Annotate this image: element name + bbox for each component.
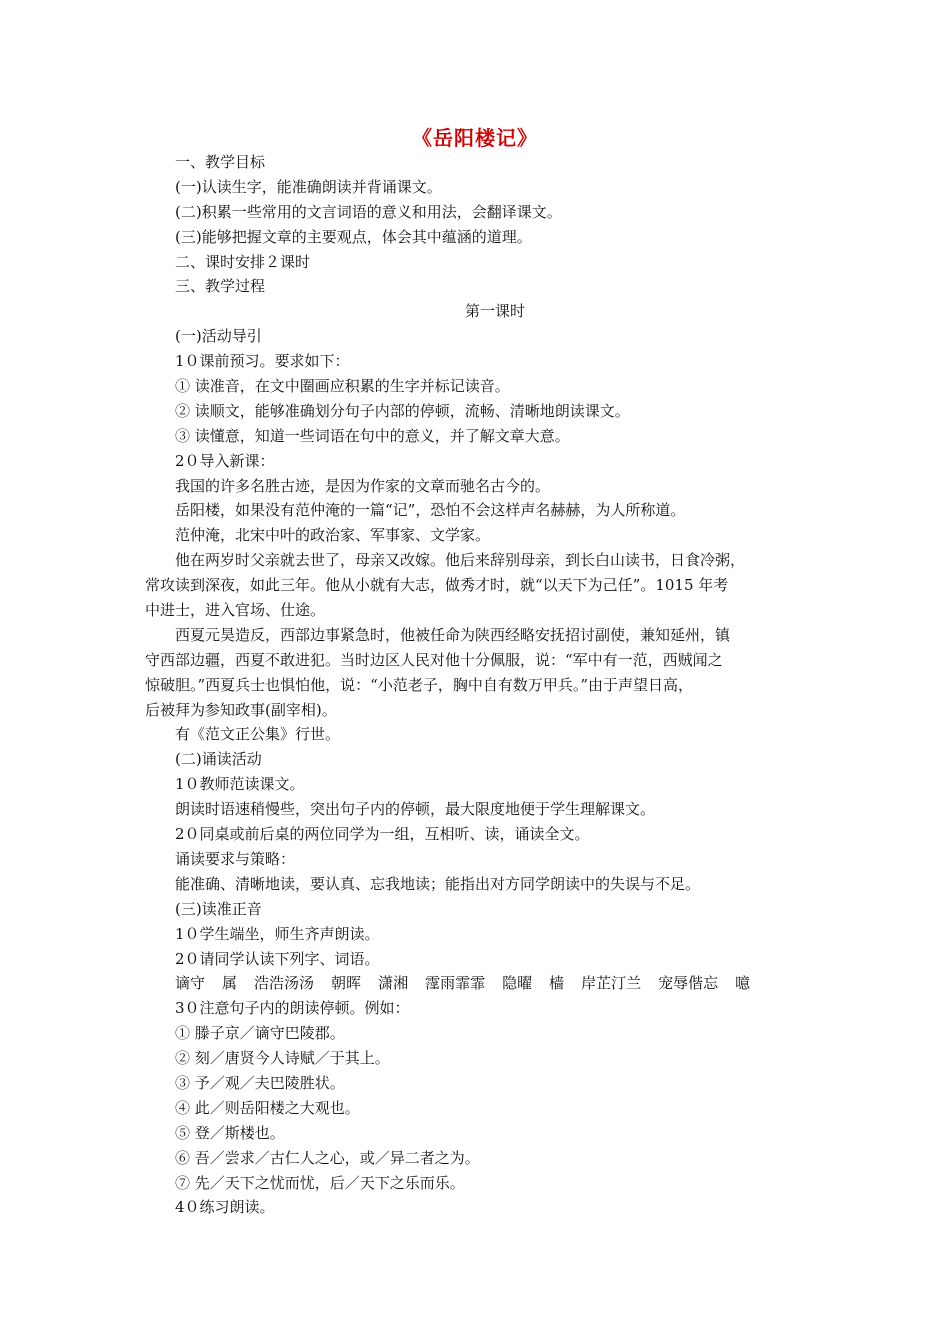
vocabulary-item: 朝晖 — [331, 974, 362, 993]
text-line: 2０同桌或前后桌的两位同学为一组，互相听、读，诵读全文。 — [175, 825, 590, 844]
section-heading: 第一课时 — [464, 302, 525, 321]
text-line: (二)积累一些常用的文言词语的意义和用法，会翻译课文。 — [175, 202, 562, 221]
paragraph-text: 西夏元昊造反，西部边事紧急时，他被任命为陕西经略安抚招讨副使，兼知延州，镇 — [175, 625, 731, 644]
vocabulary-item: 属 — [222, 974, 238, 993]
paragraph-line — [145, 673, 815, 698]
paragraph-line — [175, 548, 815, 573]
paragraph-line — [175, 623, 815, 648]
text-line: 1０学生端坐，师生齐声朗读。 — [175, 924, 380, 943]
vocabulary-item: 樯 — [549, 974, 565, 993]
vocabulary-item: 谪守 — [175, 974, 206, 993]
text-line: 二、课时安排２课时 — [175, 252, 311, 271]
text-line: 诵读要求与策略： — [175, 849, 296, 868]
text-line: ③ 予／观／夫巴陵胜状。 — [175, 1073, 345, 1092]
vocabulary-item: 隐曜 — [502, 974, 533, 993]
text-line: ① 读准音，在文中圈画应积累的生字并标记读音。 — [175, 377, 510, 396]
text-line: 1０教师范读课文。 — [175, 775, 305, 794]
document-title: 《岳阳楼记》 — [412, 126, 538, 150]
text-line: ⑥ 吾／尝求／古仁人之心，或／异二者之为。 — [175, 1148, 480, 1167]
text-line: ⑤ 登／斯楼也。 — [175, 1123, 285, 1142]
vocabulary-item: 噫 — [735, 974, 751, 993]
text-line: ④ 此／则岳阳楼之大观也。 — [175, 1098, 360, 1117]
paragraph-text: 守西部边疆，西夏不敢进犯。当时边区人民对他十分佩服，说：“军中有一范，西贼闻之 — [145, 650, 723, 669]
text-line: ⑦ 先／天下之忧而忧，后／天下之乐而乐。 — [175, 1173, 465, 1192]
vocabulary-item: 浩浩汤汤 — [254, 974, 315, 993]
text-line: 1０课前预习。要求如下： — [175, 352, 350, 371]
paragraph-text: 中进士，进入官场、仕途。 — [145, 601, 326, 620]
text-line: 能准确、清晰地读，要认真、忘我地读；能指出对方同学朗读中的失误与不足。 — [175, 874, 701, 893]
paragraph-line — [145, 648, 815, 673]
text-line: (三)读准正音 — [175, 899, 262, 918]
text-line: 有《范文正公集》行世。 — [175, 725, 341, 744]
paragraph-text: 后被拜为参知政事(副宰相)。 — [145, 700, 337, 719]
vocabulary-list — [175, 971, 815, 996]
paragraph-line — [145, 598, 815, 623]
paragraph-text: 常攻读到深夜，如此三年。他从小就有大志，做秀才时，就“以天下为己任”。1015 年考 — [145, 576, 729, 595]
paragraph-text: 他在两岁时父亲就去世了，母亲又改嫁。他后来辞别母亲，到长白山读书，日食冷粥， — [175, 551, 746, 570]
paragraph-line — [145, 698, 815, 723]
text-line: (二)诵读活动 — [175, 750, 262, 769]
text-line: 4０练习朗读。 — [175, 1198, 275, 1217]
paragraph-line — [145, 573, 815, 598]
text-line: 一、教学目标 — [175, 153, 266, 171]
text-line: 2０导入新课： — [175, 451, 275, 470]
text-line: 岳阳楼，如果没有范仲淹的一篇“记”，恐怕不会这样声名赫赫，为人所称道。 — [175, 501, 686, 520]
vocabulary-item: 霪雨霏霏 — [425, 974, 486, 993]
vocabulary-item: 潇湘 — [378, 974, 409, 993]
document-body — [145, 150, 815, 1220]
paragraph-text: 惊破胆。”西夏兵士也惧怕他，说：“小范老子，胸中自有数万甲兵。”由于声望日高， — [145, 675, 694, 694]
text-line: 朗读时语速稍慢些，突出句子内的停顿，最大限度地便于学生理解课文。 — [175, 800, 656, 819]
vocabulary-item: 宠辱偕忘 — [658, 974, 719, 993]
text-line: (一)认读生字，能准确朗读并背诵课文。 — [175, 177, 442, 196]
text-line: 三、教学过程 — [175, 277, 266, 296]
text-line: ② 刻／唐贤今人诗赋／于其上。 — [175, 1049, 390, 1068]
text-line: ③ 读懂意，知道一些词语在句中的意义，并了解文章大意。 — [175, 426, 570, 445]
text-line: 3０注意句子内的朗读停顿。例如： — [175, 999, 410, 1018]
text-line: (一)活动导引 — [175, 327, 262, 346]
text-line: 范仲淹，北宋中叶的政治家、军事家、文学家。 — [175, 526, 491, 545]
vocabulary-item: 岸芷汀兰 — [581, 974, 642, 993]
text-line: 2０请同学认读下列字、词语。 — [175, 949, 380, 968]
text-line: (三)能够把握文章的主要观点，体会其中蕴涵的道理。 — [175, 227, 532, 246]
text-line: 我国的许多名胜古迹，是因为作家的文章而驰名古今的。 — [175, 476, 551, 495]
text-line: ① 滕子京／谪守巴陵郡。 — [175, 1024, 345, 1043]
text-line: ② 读顺文，能够准确划分句子内部的停顿，流畅、清晰地朗读课文。 — [175, 401, 630, 420]
